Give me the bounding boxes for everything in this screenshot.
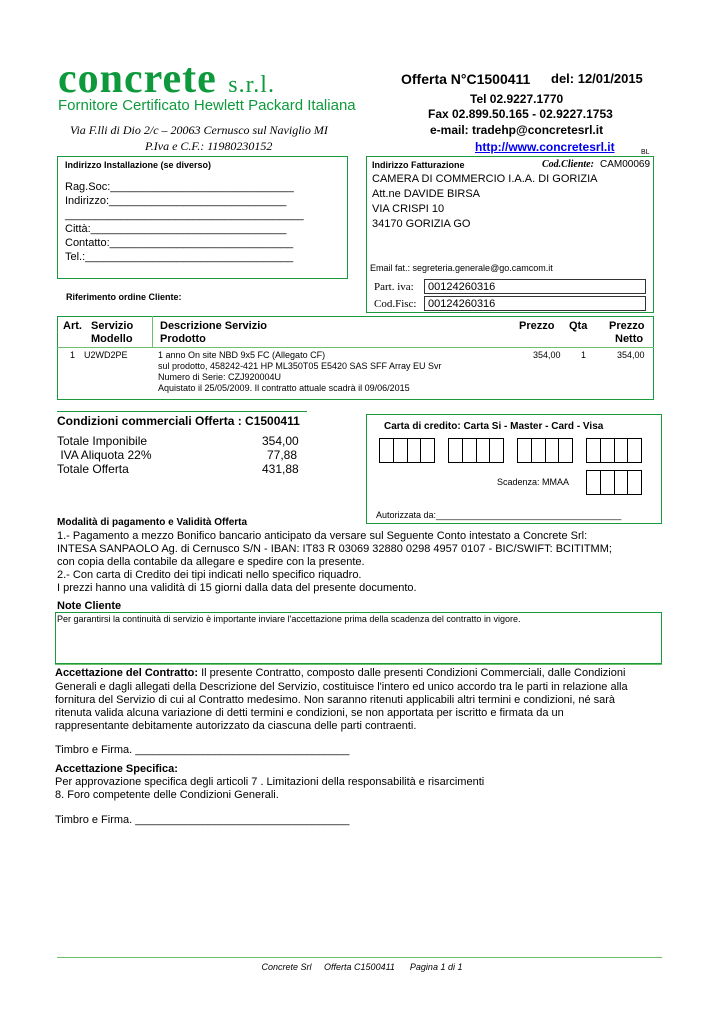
installation-citta[interactable]: Città:________________________________ xyxy=(65,223,287,235)
row-desc-3: Numero di Serie: CZJ920004U xyxy=(158,372,282,382)
card-title: Carta di credito: Carta Si - Master - Card - Visa xyxy=(384,421,604,432)
col-header-servizio: Servizio xyxy=(91,320,134,332)
footer-text: Concrete Srl Offerta C1500411 Pagina 1 di 1 xyxy=(261,962,463,972)
col-header-netto1: Prezzo xyxy=(609,320,645,332)
acceptance-line-5: rappresentante debitamente autorizzato da ciascuna delle parti contraenti. xyxy=(55,720,417,732)
billing-title: Indirizzo Fatturazione xyxy=(372,160,465,170)
row-netto: 354,00 xyxy=(617,350,645,360)
acceptance-line-3: fornitura del Servizio di cui al Contratto medesimo. Non saranno ritenuti applicabili altri termini e condizioni, né sarà xyxy=(55,694,616,706)
payment-line-1: 1.- Pagamento a mezzo Bonifico bancario anticipato da versare sul Seguente Conto intestato a Concrete Srl: xyxy=(57,530,588,542)
autorizzata-label[interactable]: Autorizzata da:_____________________________________ xyxy=(376,510,622,520)
col-header-modello: Modello xyxy=(91,333,133,345)
row-qta: 1 xyxy=(581,350,587,360)
col-header-descr1: Descrizione Servizio xyxy=(160,320,267,332)
billing-line-3: VIA CRISPI 10 xyxy=(372,203,445,215)
billing-line-1: CAMERA DI COMMERCIO I.A.A. DI GORIZIA xyxy=(372,173,598,185)
card-number-group-2[interactable] xyxy=(448,438,504,463)
acceptance-title: Accettazione del Contratto: xyxy=(55,667,199,679)
bl-label: BL xyxy=(641,149,650,156)
installation-indirizzo[interactable]: Indirizzo:_____________________________ xyxy=(65,195,287,207)
note-text: Per garantirsi la continuità di servizio è importante inviare l'accettazione prima della scadenza del contratto in vigore. xyxy=(57,614,521,624)
row-art: 1 xyxy=(70,350,76,360)
payment-line-3: con copia della contabile da allegare e spedire con la presente. xyxy=(57,556,365,568)
codcliente-value: CAM00069 xyxy=(600,159,651,170)
payment-title: Modalità di pagamento e Validità Offerta xyxy=(57,517,248,528)
offer-number: Offerta N°C1500411 xyxy=(401,71,531,87)
riferimento-label: Riferimento ordine Cliente: xyxy=(66,292,182,302)
billing-line-4: 34170 GORIZIA GO xyxy=(372,218,471,230)
specifica-line-1: Per approvazione specifica degli articoli 7 . Limitazioni della responsabilità e risarcimenti xyxy=(55,776,485,788)
totale-value: 431,88 xyxy=(262,462,299,476)
col-header-prezzo: Prezzo xyxy=(519,320,555,332)
payment-line-5: I prezzi hanno una validità di 15 giorni dalla data del presente documento. xyxy=(57,582,417,594)
installation-tel[interactable]: Tel.:__________________________________ xyxy=(65,251,294,263)
website-link[interactable]: http://www.concretesrl.it xyxy=(475,140,615,154)
footer-rule xyxy=(57,957,662,958)
col-header-descr2: Prodotto xyxy=(160,333,206,345)
row-model: U2WD2PE xyxy=(84,350,128,360)
contact-email: e-mail: tradehp@concretesrl.it xyxy=(430,123,604,137)
table-col-divider xyxy=(152,316,153,347)
row-desc-2: sul prodotto, 458242-421 HP ML350T05 E5420 SAS SFF Array EU Svr xyxy=(158,361,442,371)
card-number-group-4[interactable] xyxy=(586,438,642,463)
imponibile-label: Totale Imponibile xyxy=(57,434,148,448)
codfisc-field[interactable]: 00124260316 xyxy=(424,296,646,311)
row-desc-4: Aquistato il 25/05/2009. Il contratto attuale scadrà il 09/06/2015 xyxy=(158,383,410,393)
acceptance-line-4: ritenuta valida alcuna variazione di detti termini e condizioni, se non apportata per iscritto e firmata da un xyxy=(55,707,564,719)
col-header-netto2: Netto xyxy=(615,333,644,345)
row-desc-1: 1 anno On site NBD 9x5 FC (Allegato CF) xyxy=(158,350,326,360)
col-header-qta: Qta xyxy=(569,320,588,332)
partiva-label: Part. iva: xyxy=(374,281,414,293)
installation-contatto[interactable]: Contatto:______________________________ xyxy=(65,237,294,249)
partiva-field[interactable]: 00124260316 xyxy=(424,279,646,294)
table-header-divider xyxy=(57,347,654,348)
acceptance-line-2: Generali e dagli allegati della Descrizione del Servizio, costituisce l'intero ed unico accordo tra le parti in relazione alla xyxy=(55,681,628,693)
iva-value: 77,88 xyxy=(267,448,298,462)
conditions-title: Condizioni commerciali Offerta : C1500411 xyxy=(57,414,300,428)
totale-label: Totale Offerta xyxy=(57,462,129,476)
company-piva: P.Iva e C.F.: 11980230152 xyxy=(145,139,273,153)
row-prezzo: 354,00 xyxy=(533,350,561,360)
company-address: Via F.lli di Dio 2/c – 20063 Cernusco sul Naviglio MI xyxy=(70,123,328,137)
card-number-group-1[interactable] xyxy=(379,438,435,463)
payment-line-2: INTESA SANPAOLO Ag. di Cernusco S/N - IBAN: IT83 R 03069 32880 0298 4957 0107 - BIC/SWIFT: BCITITMM; xyxy=(57,543,612,555)
timbro-firma-2[interactable]: Timbro e Firma. ___________________________________ xyxy=(55,814,350,826)
codfisc-label: Cod.Fisc: xyxy=(374,298,417,310)
note-title: Note Cliente xyxy=(57,600,122,612)
payment-line-4: 2.- Con carta di Credito dei tipi indicati nello specifico riquadro. xyxy=(57,569,362,581)
contact-fax: Fax 02.899.50.165 - 02.9227.1753 xyxy=(428,107,613,121)
codcliente-label: Cod.Cliente: xyxy=(542,159,594,170)
iva-label: IVA Aliquota 22% xyxy=(57,448,152,462)
scadenza-field[interactable] xyxy=(586,470,642,495)
billing-email: Email fat.: segreteria.generale@go.camcom.it xyxy=(370,263,553,273)
logo-main: concrete xyxy=(58,56,217,102)
card-number-group-3[interactable] xyxy=(517,438,573,463)
specifica-line-2: 8. Foro competente delle Condizioni Generali. xyxy=(55,789,279,801)
timbro-firma-1[interactable]: Timbro e Firma. ___________________________________ xyxy=(55,744,350,756)
acceptance-text-1: Il presente Contratto, composto dalle presenti Condizioni Commerciali, dalle Condizioni xyxy=(198,667,626,679)
installation-title: Indirizzo Installazione (se diverso) xyxy=(65,160,212,170)
col-header-art: Art. xyxy=(63,320,82,332)
installation-ragsoc[interactable]: Rag.Soc:______________________________ xyxy=(65,181,294,193)
logo-suffix: s.r.l. xyxy=(228,72,275,98)
contact-tel: Tel 02.9227.1770 xyxy=(470,92,564,106)
specifica-title: Accettazione Specifica: xyxy=(55,763,178,775)
billing-line-2: Att.ne DAVIDE BIRSA xyxy=(372,188,481,200)
scadenza-label: Scadenza: MMAA xyxy=(497,477,570,487)
installation-blank-line[interactable]: _______________________________________ xyxy=(65,209,304,221)
offer-date: del: 12/01/2015 xyxy=(551,71,643,86)
note-bottom-rule xyxy=(55,664,662,665)
company-tagline: Fornitore Certificato Hewlett Packard Italiana xyxy=(58,97,356,114)
acceptance-line-1 xyxy=(55,667,625,679)
imponibile-value: 354,00 xyxy=(262,434,299,448)
